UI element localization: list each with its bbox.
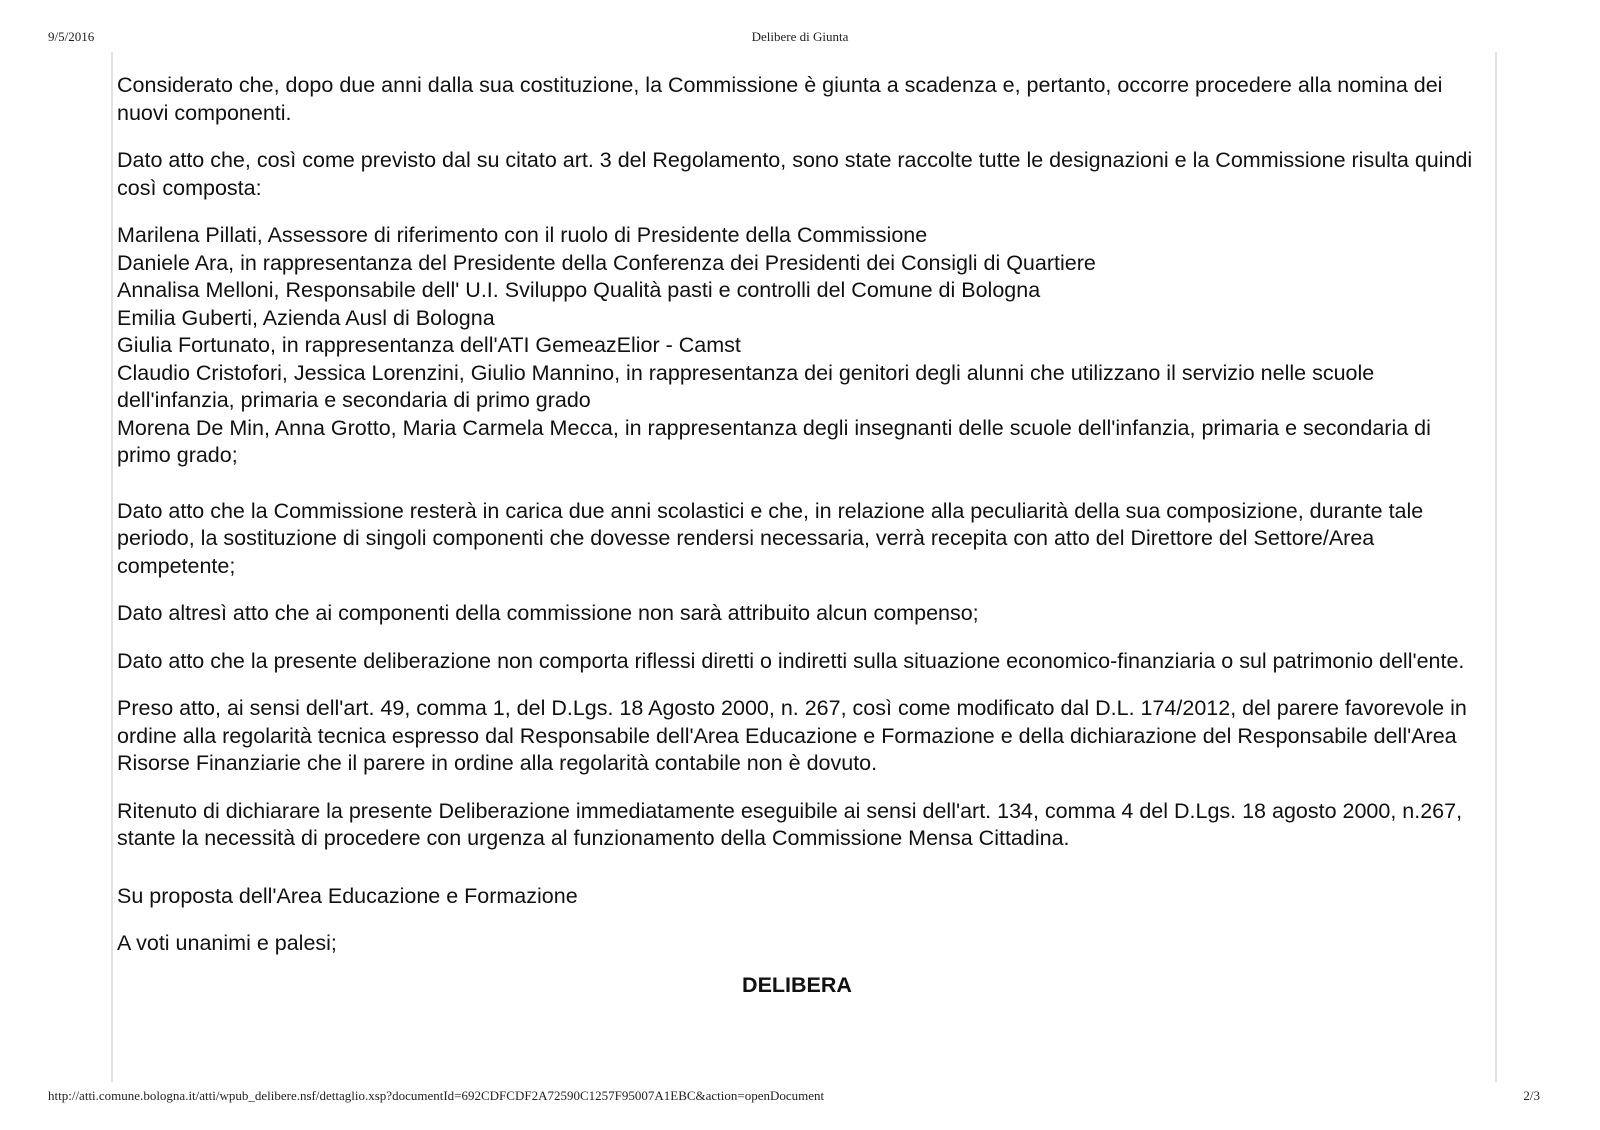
print-header [0,29,1600,47]
paragraph-considerato: Considerato che, dopo due anni dalla sua costituzione, la Commissione è giunta a scadenza e, pertanto, occorre procedere alla nomina dei nuovi componenti. [117,73,1443,125]
member-item: Daniele Ara, in rappresentanza del Presidente della Conferenza dei Presidenti dei Consigli di Quartiere [117,250,1096,275]
page-number: 2/3 [1523,1088,1540,1103]
print-date: 9/5/2016 [48,29,95,44]
paragraph-compenso: Dato altresì atto che ai componenti della commissione non sarà attribuito alcun compenso; [117,601,979,625]
source-url: http://atti.comune.bologna.it/atti/wpub_delibere.nsf/dettaglio.xsp?documentId=692CDFCDF2A72590C1257F95007A1EBC&action=openDocument [48,1088,825,1103]
print-footer [0,1088,1600,1106]
document-body [117,72,1477,1019]
member-list [117,222,1477,470]
paragraph-durata: Dato atto che la Commissione resterà in carica due anni scolastici e che, in relazione alla peculiarità della sua composizione, durante tale periodo, la sostituzione di singoli componenti che dovesse rendersi necessaria, verrà recepita con atto del Direttore del Settore/Area competente; [117,498,1424,578]
resolution-heading: DELIBERA [742,972,852,997]
member-item: Marilena Pillati, Assessore di riferimento con il ruolo di Presidente della Commissione [117,223,928,247]
paragraph-proposta: Su proposta dell'Area Educazione e Formazione [117,883,578,908]
member-item: Claudio Cristofori, Jessica Lorenzini, Giulio Mannino, in rappresentanza dei genitori degli alunni che utilizzano il servizio nelle scuole dell'infanzia, primaria e secondaria di primo grado [117,360,1375,412]
member-item: Annalisa Melloni, Responsabile dell' U.I. Sviluppo Qualità pasti e controlli del Comune di Bologna [117,278,1041,302]
paragraph-parere: Preso atto, ai sensi dell'art. 49, comma 1, del D.Lgs. 18 Agosto 2000, n. 267, così come modificato dal D.L. 174/2012, del parere favorevole in ordine alla regolarità tecnica espresso dal Responsabile dell'Area Educazione e Formazione e della dichiarazione del Responsabile dell'Area Risorse Finanziarie che il parere in ordine alla regolarità contabile non è dovuto. [117,696,1467,775]
member-item: Morena De Min, Anna Grotto, Maria Carmela Mecca, in rappresentanza degli insegnanti delle scuole dell'infanzia, primaria e secondaria di primo grado; [117,415,1431,467]
member-item: Emilia Guberti, Azienda Ausl di Bologna [117,305,495,330]
paragraph-eseguibilita: Ritenuto di dichiarare la presente Deliberazione immediatamente eseguibile ai sensi dell'art. 134, comma 4 del D.Lgs. 18 agosto 2000, n.267, stante la necessità di procedere con urgenza al funzionamento della Commissione Mensa Cittadina. [117,798,1463,850]
document-title: Delibere di Giunta [751,29,849,44]
member-item: Giulia Fortunato, in rappresentanza dell'ATI GemeazElior - Camst [117,333,741,357]
paragraph-composizione: Dato atto che, così come previsto dal su citato art. 3 del Regolamento, sono state raccolte tutte le designazioni e la Commissione risulta quindi così composta: [117,148,1473,200]
paragraph-riflessi: Dato atto che la presente deliberazione non comporta riflessi diretti o indiretti sulla situazione economico-finanziaria o sul patrimonio dell'ente. [117,648,1465,673]
paragraph-voti: A voti unanimi e palesi; [117,931,337,955]
